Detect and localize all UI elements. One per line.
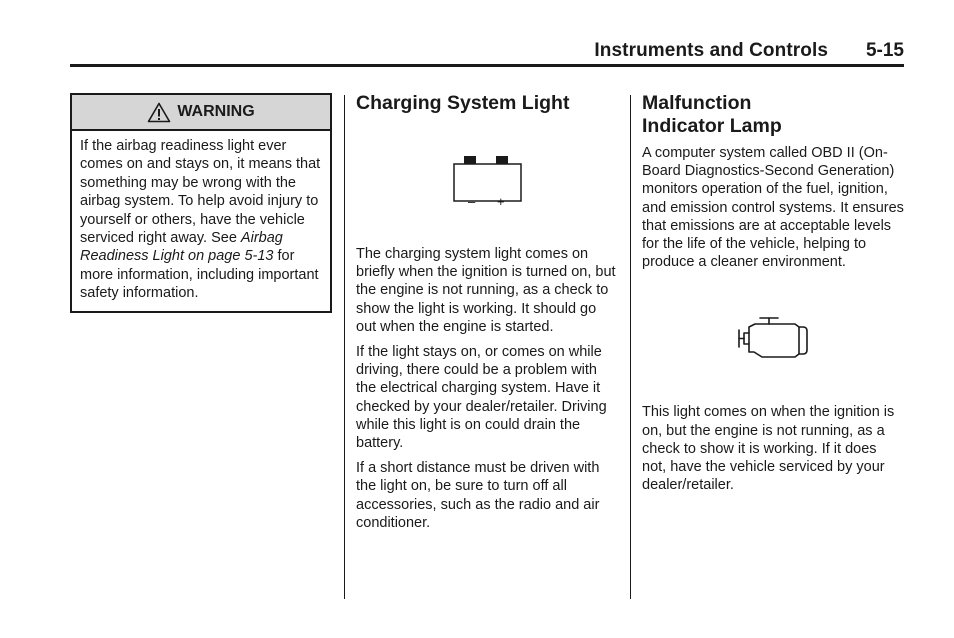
charging-figure: [356, 115, 618, 245]
section-title: Instruments and Controls: [594, 40, 828, 61]
charging-paragraph-2: If the light stays on, or comes on while driving, there could be a problem with the electrical charging system. Have it checked by your dealer/retailer. Driving while this light is on could drain the battery.: [356, 344, 607, 452]
engine-icon: [738, 315, 810, 361]
middle-column: [356, 92, 618, 532]
battery-icon: [452, 152, 524, 204]
warning-body: [72, 131, 330, 311]
warning-triangle-icon: [147, 102, 171, 123]
malfunction-paragraph-1: A computer system called OBD II (On-Board Diagnostics-Second Generation) monitors operation of the fuel, ignition, and emission control systems. It ensures that emissions are at acceptable levels for the life of the vehicle, helping to produce a cleaner environment.: [642, 145, 904, 271]
malfunction-title-line2: Indicator Lamp: [642, 115, 782, 137]
left-column: [70, 93, 332, 313]
warning-text-after: for more information, including important safety information.: [80, 248, 319, 302]
malfunction-title-line1: Malfunction: [642, 92, 752, 114]
malfunction-paragraph-2: This light comes on when the ignition is on, but the engine is not running, as a check to show it is working. If it does not, have the vehicle serviced by your dealer/retailer.: [642, 404, 895, 494]
warning-reference-link[interactable]: Airbag Readiness Light on page 5-13: [80, 230, 283, 265]
column-divider-right: [630, 95, 631, 599]
warning-text: [80, 137, 322, 303]
warning-title: WARNING: [177, 103, 255, 120]
charging-paragraph-1: The charging system light comes on briefly when the ignition is turned on, but the engine is not running, as a check to show the light is working. It should go out when the engine is started.: [356, 246, 616, 335]
right-column: [642, 92, 904, 494]
warning-text-before: If the airbag readiness light ever comes on and stays on, it means that something may be wrong with the airbag system. To help avoid injury to yourself or others, have the vehicle serviced right away. See: [80, 138, 321, 247]
page-header: [70, 38, 904, 67]
charging-paragraph-3: If a short distance must be driven with the light on, be sure to turn off all accessories, such as the radio and air conditioner.: [356, 460, 600, 531]
page-number: 5-15: [865, 40, 904, 61]
battery-plus-label: +: [497, 194, 505, 209]
charging-title: Charging System Light: [356, 92, 570, 114]
warning-box: [70, 93, 332, 313]
column-divider-left: [344, 95, 345, 599]
battery-minus-label: –: [468, 194, 476, 209]
malfunction-title: [642, 92, 904, 138]
warning-header: [72, 95, 330, 131]
malfunction-figure: [642, 271, 904, 403]
